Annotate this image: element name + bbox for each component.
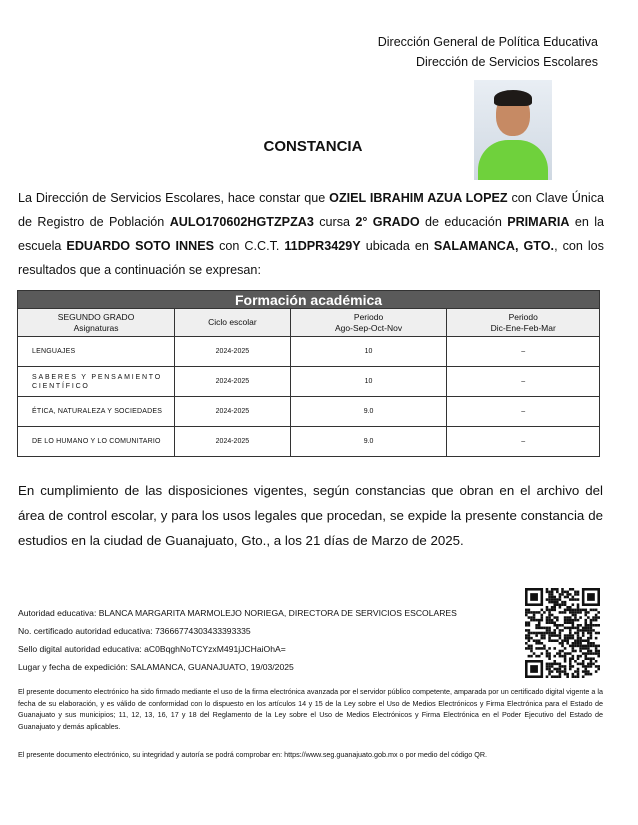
column-header [290,309,447,337]
intro-paragraph [18,186,604,282]
column-header-line: Asignaturas [73,322,119,333]
column-header [447,309,600,337]
header-line-2: Dirección de Servicios Escolares [415,55,598,69]
intro-text: en la escuela [18,215,605,253]
highlighted-value: AULO170602HGTZPZA3 [169,215,314,229]
qr-code[interactable] [525,588,600,678]
table-row [18,427,600,457]
closing-paragraph: En cumplimiento de las disposiciones vigentes, según constancias que obran en el archivo del área de control escolar, y para los usos legales que procedan, se expide la presente constancia de estudios en la ciudad de Guanajuato, Gto., a los 21 días de Marzo de 2025. [18,483,603,548]
intro-text: , con los resultados que a continuación se expresan: [18,239,604,277]
intro-text: cursa [313,215,356,229]
table-row [18,367,600,397]
column-header [175,309,291,337]
cell-cycle: 2024-2025 [175,337,291,367]
cell-subject: DE LO HUMANO Y LO COMUNITARIO [18,427,175,457]
highlighted-value: PRIMARIA [507,215,570,229]
signature-info [18,604,457,676]
cell-p2: – [447,427,600,457]
highlighted-value: SALAMANCA, GTO. [433,239,555,253]
cell-cycle: 2024-2025 [175,367,291,397]
cell-subject: SABERES Y PENSAMIENTO CIENTÍFICO [18,367,175,397]
cell-p2: – [447,337,600,367]
cell-subject: ÉTICA, NATURALEZA Y SOCIEDADES [18,397,175,427]
digital-seal: Sello digital autoridad educativa: aC0BqghNoTCYzxM491jJCHaiOhA= [18,644,286,654]
cell-p1: 9.0 [290,397,447,427]
verification-note: El presente documento electrónico, su integridad y autoría se podrá comprobar en: https://www.seg.guanajuato.gob.mx o por medio del código QR. [18,750,488,759]
table-row [18,397,600,427]
column-header-line: Dic-Ene-Feb-Mar [490,322,556,333]
highlighted-value: EDUARDO SOTO INNES [66,239,215,253]
place-date: Lugar y fecha de expedición: SALAMANCA, GUANAJUATO, 19/03/2025 [18,662,294,672]
intro-text: ubicada en [360,239,434,253]
column-header-line: Periodo [508,311,538,322]
cell-p1: 10 [290,337,447,367]
cell-cycle: 2024-2025 [175,427,291,457]
certificate-number: No. certificado autoridad educativa: 73666774303433393335 [18,626,251,636]
cell-p1: 9.0 [290,427,447,457]
table-title: Formación académica [18,291,600,309]
table-row [18,337,600,367]
column-header-line: SEGUNDO GRADO [57,311,135,322]
document-title: CONSTANCIA [263,138,363,155]
legal-disclaimer: El presente documento electrónico ha sido firmado mediante el uso de la firma electrónica avanzada por el servidor público competente, amparada por un certificado digital vigente a la fecha de su elaboración, y es válido de conformidad con lo dispuesto en los artículos 14 y 15 de la Ley sobre el Uso de Medios Electrónicos y Firma Electrónica para el Estado de Guanajuato y sus municipios; 11, 12, 13, 16, 17 y 18 del Reglamento de la Ley sobre el Uso de Medios Electrónicos y Firma Electrónica en el Poder Ejecutivo del Estado de Guanajuato y demás aplicables. [18,687,603,731]
cell-p1: 10 [290,367,447,397]
cell-p2: – [447,397,600,427]
authority: Autoridad educativa: BLANCA MARGARITA MARMOLEJO NORIEGA, DIRECTORA DE SERVICIOS ESCOLARES [18,608,457,618]
cell-p2: – [447,367,600,397]
column-header-line: Periodo [353,311,384,322]
issuer-header [378,32,598,72]
highlighted-value: 11DPR3429Y [284,239,361,253]
cell-cycle: 2024-2025 [175,397,291,427]
intro-text: con C.C.T. [214,239,285,253]
header-line-1: Dirección General de Política Educativa [377,35,598,49]
intro-text: La Dirección de Servicios Escolares, hace constar que [18,191,330,205]
intro-text: de educación [419,215,508,229]
grades-table [17,290,600,457]
column-header [18,309,175,337]
student-photo [474,80,552,180]
cell-subject: LENGUAJES [18,337,175,367]
highlighted-value: 2° GRADO [355,215,420,229]
intro-text: con Clave Única de Registro de Población [18,191,604,229]
highlighted-value: OZIEL IBRAHIM AZUA LOPEZ [329,191,508,205]
column-header-line: Ago-Sep-Oct-Nov [335,322,403,333]
column-header-line: Ciclo escolar [208,317,257,327]
